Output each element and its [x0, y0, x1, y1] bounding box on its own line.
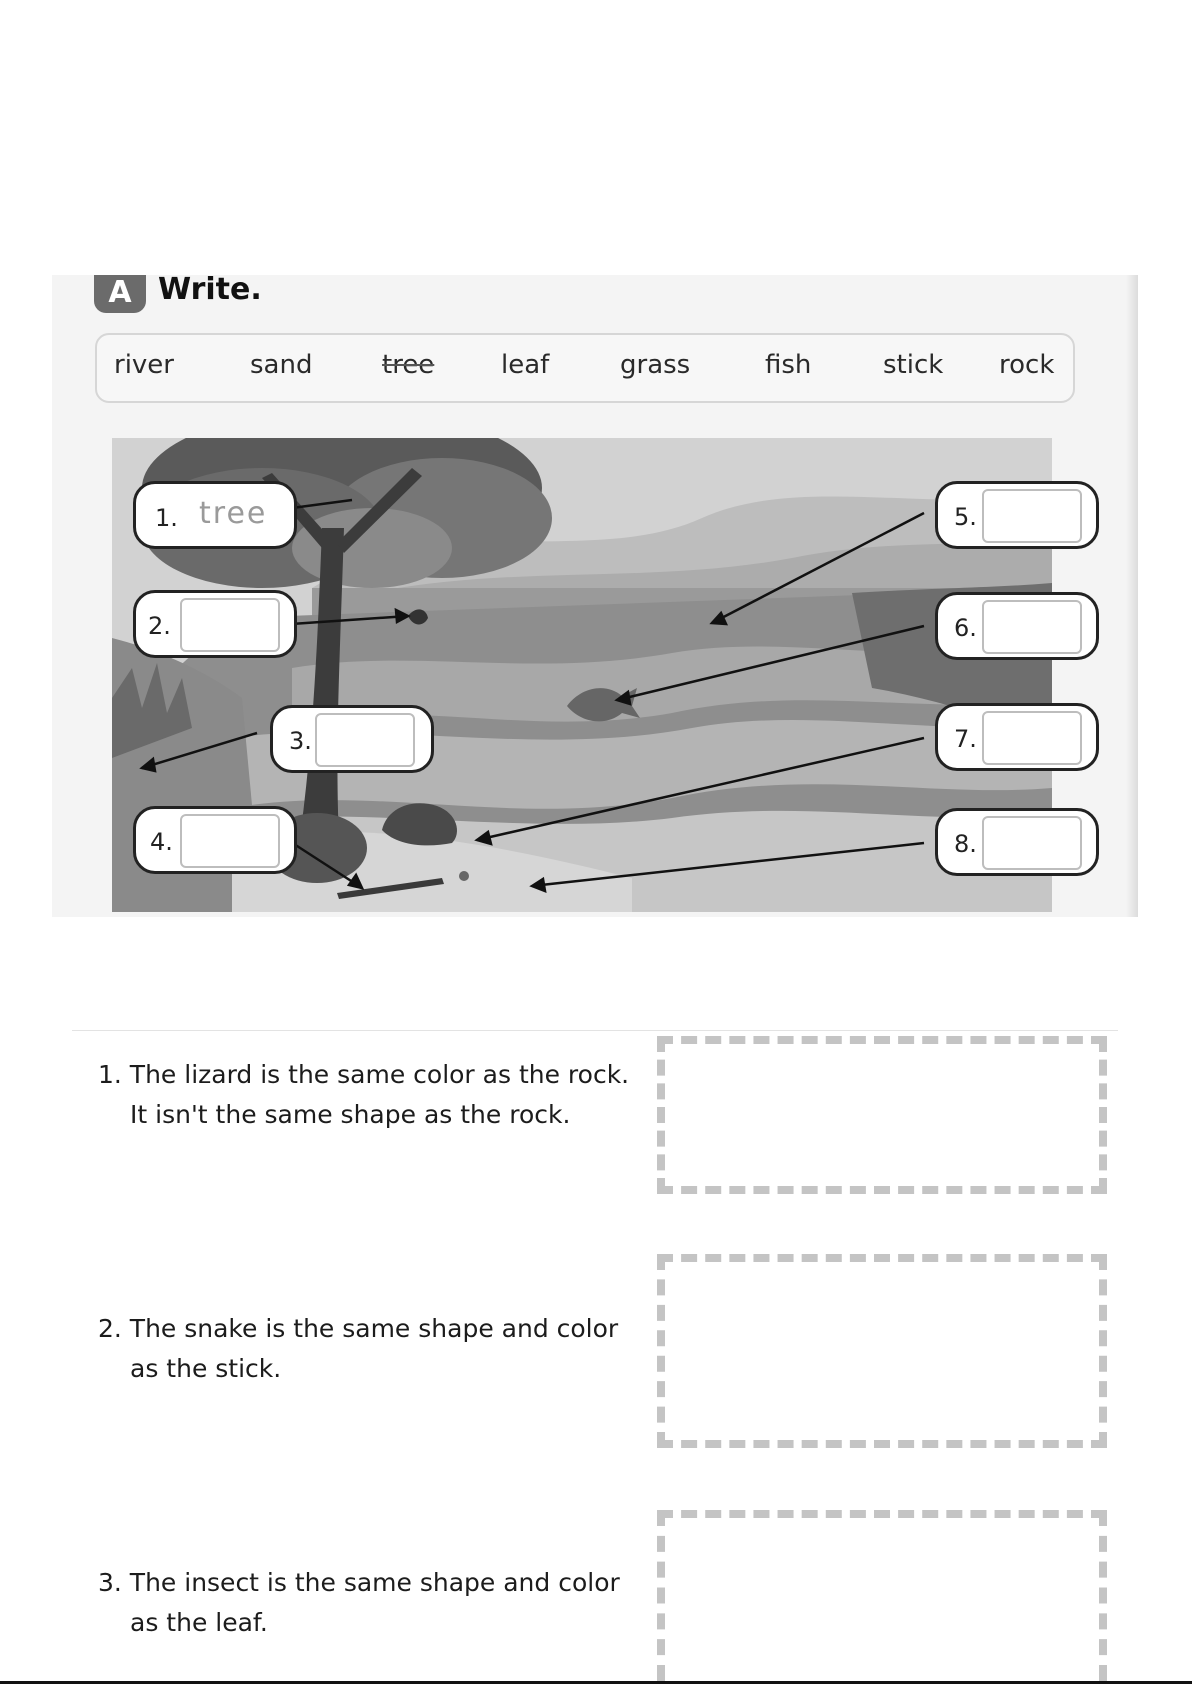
label-number: 4. — [150, 828, 173, 856]
sentence-2-line-2: as the stick. — [130, 1354, 282, 1383]
answer-field-4[interactable] — [180, 814, 280, 868]
sentence-1-line-2: It isn't the same shape as the rock. — [130, 1100, 571, 1129]
label-number: 6. — [954, 614, 977, 642]
label-box-8 — [935, 808, 1099, 876]
sentence-1 — [98, 1055, 629, 1135]
section-heading: Write. — [158, 272, 262, 307]
label-box-7 — [935, 703, 1099, 771]
drawing-box-1[interactable] — [657, 1036, 1107, 1194]
label-number: 8. — [954, 830, 977, 858]
answer-field-3[interactable] — [315, 713, 415, 767]
section-divider — [72, 1030, 1118, 1031]
drawing-box-3[interactable] — [657, 1510, 1107, 1681]
label-answer-example: tree — [199, 496, 268, 531]
answer-field-8[interactable] — [982, 816, 1082, 870]
word-bank-item: sand — [250, 350, 313, 380]
word-bank-item: stick — [883, 350, 944, 380]
answer-field-6[interactable] — [982, 600, 1082, 654]
word-bank-item: river — [114, 350, 174, 380]
answer-field-2[interactable] — [180, 598, 280, 652]
panel-edge — [1126, 275, 1138, 917]
section-badge: A — [94, 275, 146, 313]
sentence-2-line-1: 2. The snake is the same shape and color — [98, 1314, 619, 1343]
label-number: 5. — [954, 503, 977, 531]
sentence-3-line-1: 3. The insect is the same shape and color — [98, 1568, 620, 1597]
label-number: 1. — [155, 504, 178, 532]
label-box-2 — [133, 590, 297, 658]
label-number: 3. — [289, 727, 312, 755]
label-box-4 — [133, 806, 297, 874]
sentence-2 — [98, 1309, 618, 1389]
label-box-5 — [935, 481, 1099, 549]
sentence-1-line-1: 1. The lizard is the same color as the rock. — [98, 1060, 630, 1089]
sentence-3-line-2: as the leaf. — [130, 1608, 268, 1637]
label-box-6 — [935, 592, 1099, 660]
word-bank-item: fish — [765, 350, 812, 380]
label-number: 2. — [148, 612, 171, 640]
label-box-3 — [270, 705, 434, 773]
answer-field-5[interactable] — [982, 489, 1082, 543]
label-box-1 — [133, 481, 297, 549]
word-bank-item-used: tree — [382, 350, 435, 380]
word-bank-item: rock — [999, 350, 1055, 380]
drawing-box-2[interactable] — [657, 1254, 1107, 1448]
label-number: 7. — [954, 725, 977, 753]
answer-field-7[interactable] — [982, 711, 1082, 765]
sentence-3 — [98, 1563, 620, 1643]
word-bank-item: leaf — [501, 350, 550, 380]
page-bottom-rule — [0, 1681, 1192, 1684]
word-bank — [95, 333, 1075, 403]
word-bank-item: grass — [620, 350, 691, 380]
